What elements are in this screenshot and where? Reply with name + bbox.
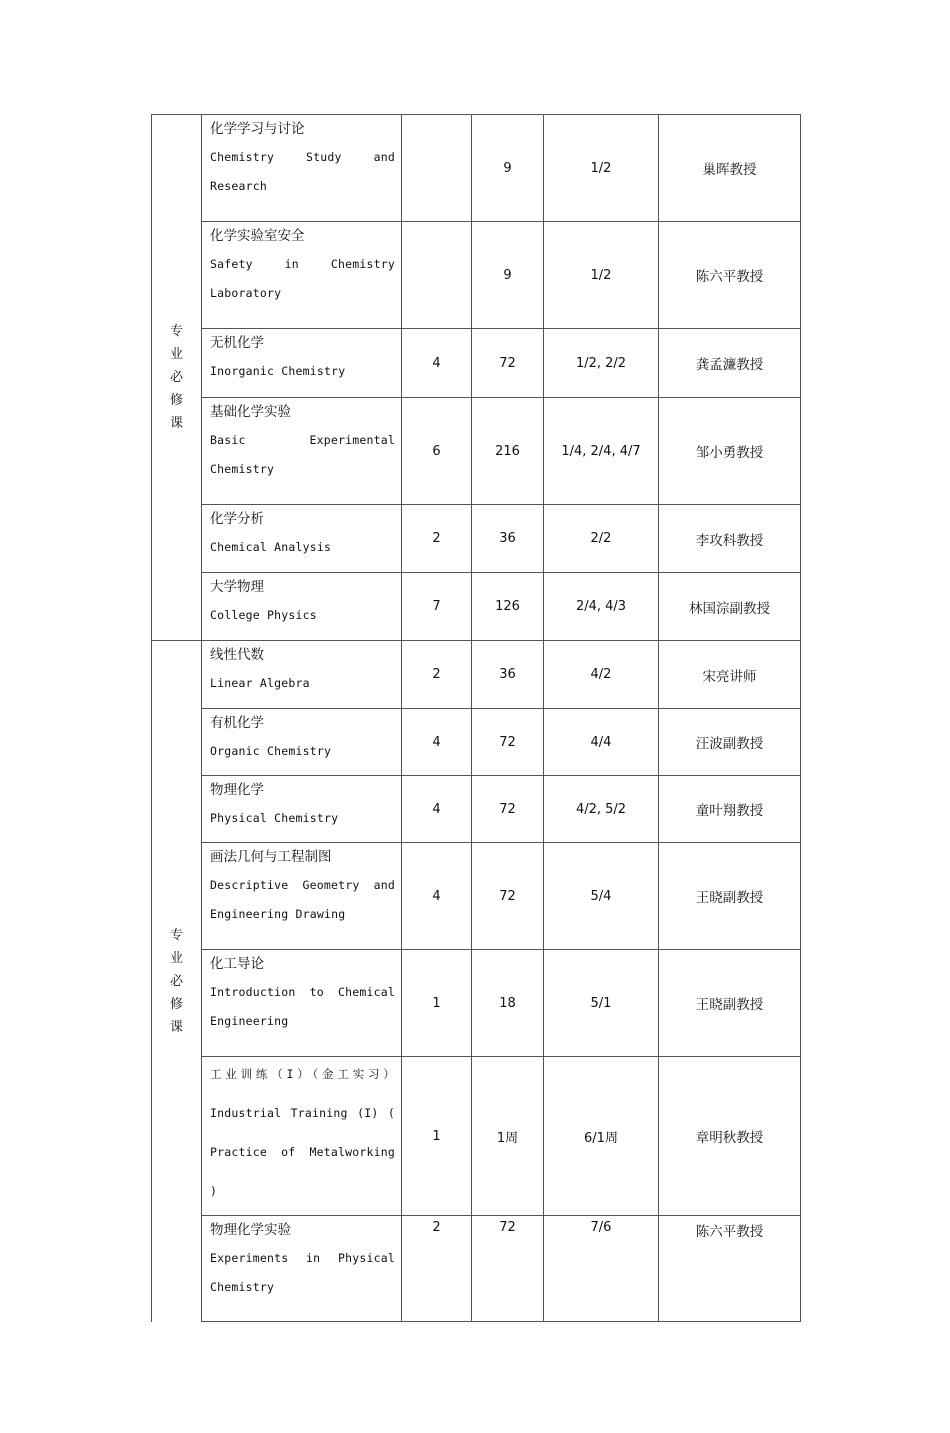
course-name-cn: 画法几何与工程制图: [210, 849, 332, 865]
course-name-cell: [202, 776, 402, 843]
teacher-cell: 林国淙副教授: [659, 573, 801, 641]
course-name-en: 工业训练（I）（金工实习）Industrial Training (I) ( Practice of Metalworking ): [210, 1067, 395, 1198]
semester-cell: 7/6: [544, 1216, 659, 1322]
credits-cell: 4: [402, 709, 472, 776]
course-name-cn: 大学物理: [210, 579, 264, 595]
teacher-cell: 龚孟濂教授: [659, 329, 801, 398]
course-name-en: Physical Chemistry: [210, 811, 339, 825]
semester-cell: 1/4, 2/4, 4/7: [544, 398, 659, 505]
credits-cell: 2: [402, 1216, 472, 1322]
course-name-en: Organic Chemistry: [210, 744, 332, 758]
credits-cell: [402, 222, 472, 329]
semester-cell: 2/2: [544, 505, 659, 573]
course-name-cell: [202, 1057, 402, 1216]
hours-cell: 72: [472, 709, 544, 776]
course-name-en: Descriptive Geometry and Engineering Drawing: [210, 878, 395, 921]
course-table: [151, 114, 801, 1322]
course-name-en: Basic Experimental Chemistry: [210, 433, 395, 476]
semester-cell: 1/2: [544, 115, 659, 222]
course-name-cn: 物理化学实验: [210, 1222, 291, 1238]
credits-cell: 2: [402, 505, 472, 573]
course-name-cn: 化工导论: [210, 956, 264, 972]
course-name-cell: [202, 1216, 402, 1322]
table-row: [152, 843, 801, 950]
table-row: [152, 222, 801, 329]
hours-cell: 18: [472, 950, 544, 1057]
teacher-cell: 汪波副教授: [659, 709, 801, 776]
credits-cell: 6: [402, 398, 472, 505]
hours-cell: 72: [472, 1216, 544, 1322]
teacher-cell: 宋亮讲师: [659, 641, 801, 709]
semester-cell: 4/4: [544, 709, 659, 776]
teacher-cell: 王晓副教授: [659, 843, 801, 950]
course-name-en: Inorganic Chemistry: [210, 364, 346, 378]
course-name-cell: [202, 115, 402, 222]
teacher-cell: 邹小勇教授: [659, 398, 801, 505]
credits-cell: [402, 115, 472, 222]
teacher-cell: 章明秋教授: [659, 1057, 801, 1216]
course-name-cn: 化学学习与讨论: [210, 121, 305, 137]
semester-cell: 2/4, 4/3: [544, 573, 659, 641]
hours-cell: 216: [472, 398, 544, 505]
teacher-cell: 巢晖教授: [659, 115, 801, 222]
course-name-en: Safety in Chemistry Laboratory: [210, 257, 395, 300]
hours-cell: 1周: [472, 1057, 544, 1216]
course-name-cn: 化学实验室安全: [210, 228, 305, 244]
table-row: [152, 1216, 801, 1322]
credits-cell: 4: [402, 843, 472, 950]
category-label: 专业必修课: [169, 927, 183, 1035]
credits-cell: 1: [402, 1057, 472, 1216]
hours-cell: 72: [472, 843, 544, 950]
table-row: [152, 950, 801, 1057]
teacher-cell: 陈六平教授: [659, 1216, 801, 1322]
credits-cell: 4: [402, 329, 472, 398]
hours-cell: 9: [472, 115, 544, 222]
table-row: [152, 641, 801, 709]
course-name-cn: 化学分析: [210, 511, 264, 527]
course-name-en: Introduction to Chemical Engineering: [210, 985, 395, 1028]
credits-cell: 1: [402, 950, 472, 1057]
course-name-cell: [202, 641, 402, 709]
semester-cell: 1/2, 2/2: [544, 329, 659, 398]
course-name-cell: [202, 398, 402, 505]
course-name-cn: 物理化学: [210, 782, 264, 798]
table-row: [152, 1057, 801, 1216]
course-name-cell: [202, 573, 402, 641]
category-cell: [152, 641, 202, 1322]
table-row: [152, 505, 801, 573]
table-row: [152, 709, 801, 776]
semester-cell: 5/1: [544, 950, 659, 1057]
hours-cell: 126: [472, 573, 544, 641]
course-name-en: Experiments in Physical Chemistry: [210, 1251, 395, 1294]
course-name-en: Linear Algebra: [210, 676, 310, 690]
hours-cell: 36: [472, 505, 544, 573]
teacher-cell: 童叶翔教授: [659, 776, 801, 843]
course-name-en: Chemistry Study and Research: [210, 150, 395, 193]
course-name-cell: [202, 950, 402, 1057]
hours-cell: 36: [472, 641, 544, 709]
credits-cell: 2: [402, 641, 472, 709]
table-row: [152, 329, 801, 398]
table-row: [152, 776, 801, 843]
table-row: [152, 398, 801, 505]
teacher-cell: 李攻科教授: [659, 505, 801, 573]
course-name-en: Chemical Analysis: [210, 540, 332, 554]
credits-cell: 4: [402, 776, 472, 843]
category-label: 专业必修课: [169, 324, 183, 431]
credits-cell: 7: [402, 573, 472, 641]
semester-cell: 5/4: [544, 843, 659, 950]
course-name-cell: [202, 222, 402, 329]
semester-cell: 4/2: [544, 641, 659, 709]
course-name-cell: [202, 329, 402, 398]
category-cell: [152, 115, 202, 641]
course-name-cn: 线性代数: [210, 647, 264, 663]
table-row: [152, 115, 801, 222]
semester-cell: 1/2: [544, 222, 659, 329]
semester-cell: 4/2, 5/2: [544, 776, 659, 843]
teacher-cell: 王晓副教授: [659, 950, 801, 1057]
semester-cell: 6/1周: [544, 1057, 659, 1216]
hours-cell: 72: [472, 776, 544, 843]
course-name-cell: [202, 843, 402, 950]
course-name-en: College Physics: [210, 608, 317, 622]
course-name-cn: 基础化学实验: [210, 404, 291, 420]
course-name-cell: [202, 709, 402, 776]
course-name-cn: 有机化学: [210, 715, 264, 731]
hours-cell: 9: [472, 222, 544, 329]
hours-cell: 72: [472, 329, 544, 398]
course-name-cn: 无机化学: [210, 335, 264, 351]
course-name-cell: [202, 505, 402, 573]
table-row: [152, 573, 801, 641]
teacher-cell: 陈六平教授: [659, 222, 801, 329]
